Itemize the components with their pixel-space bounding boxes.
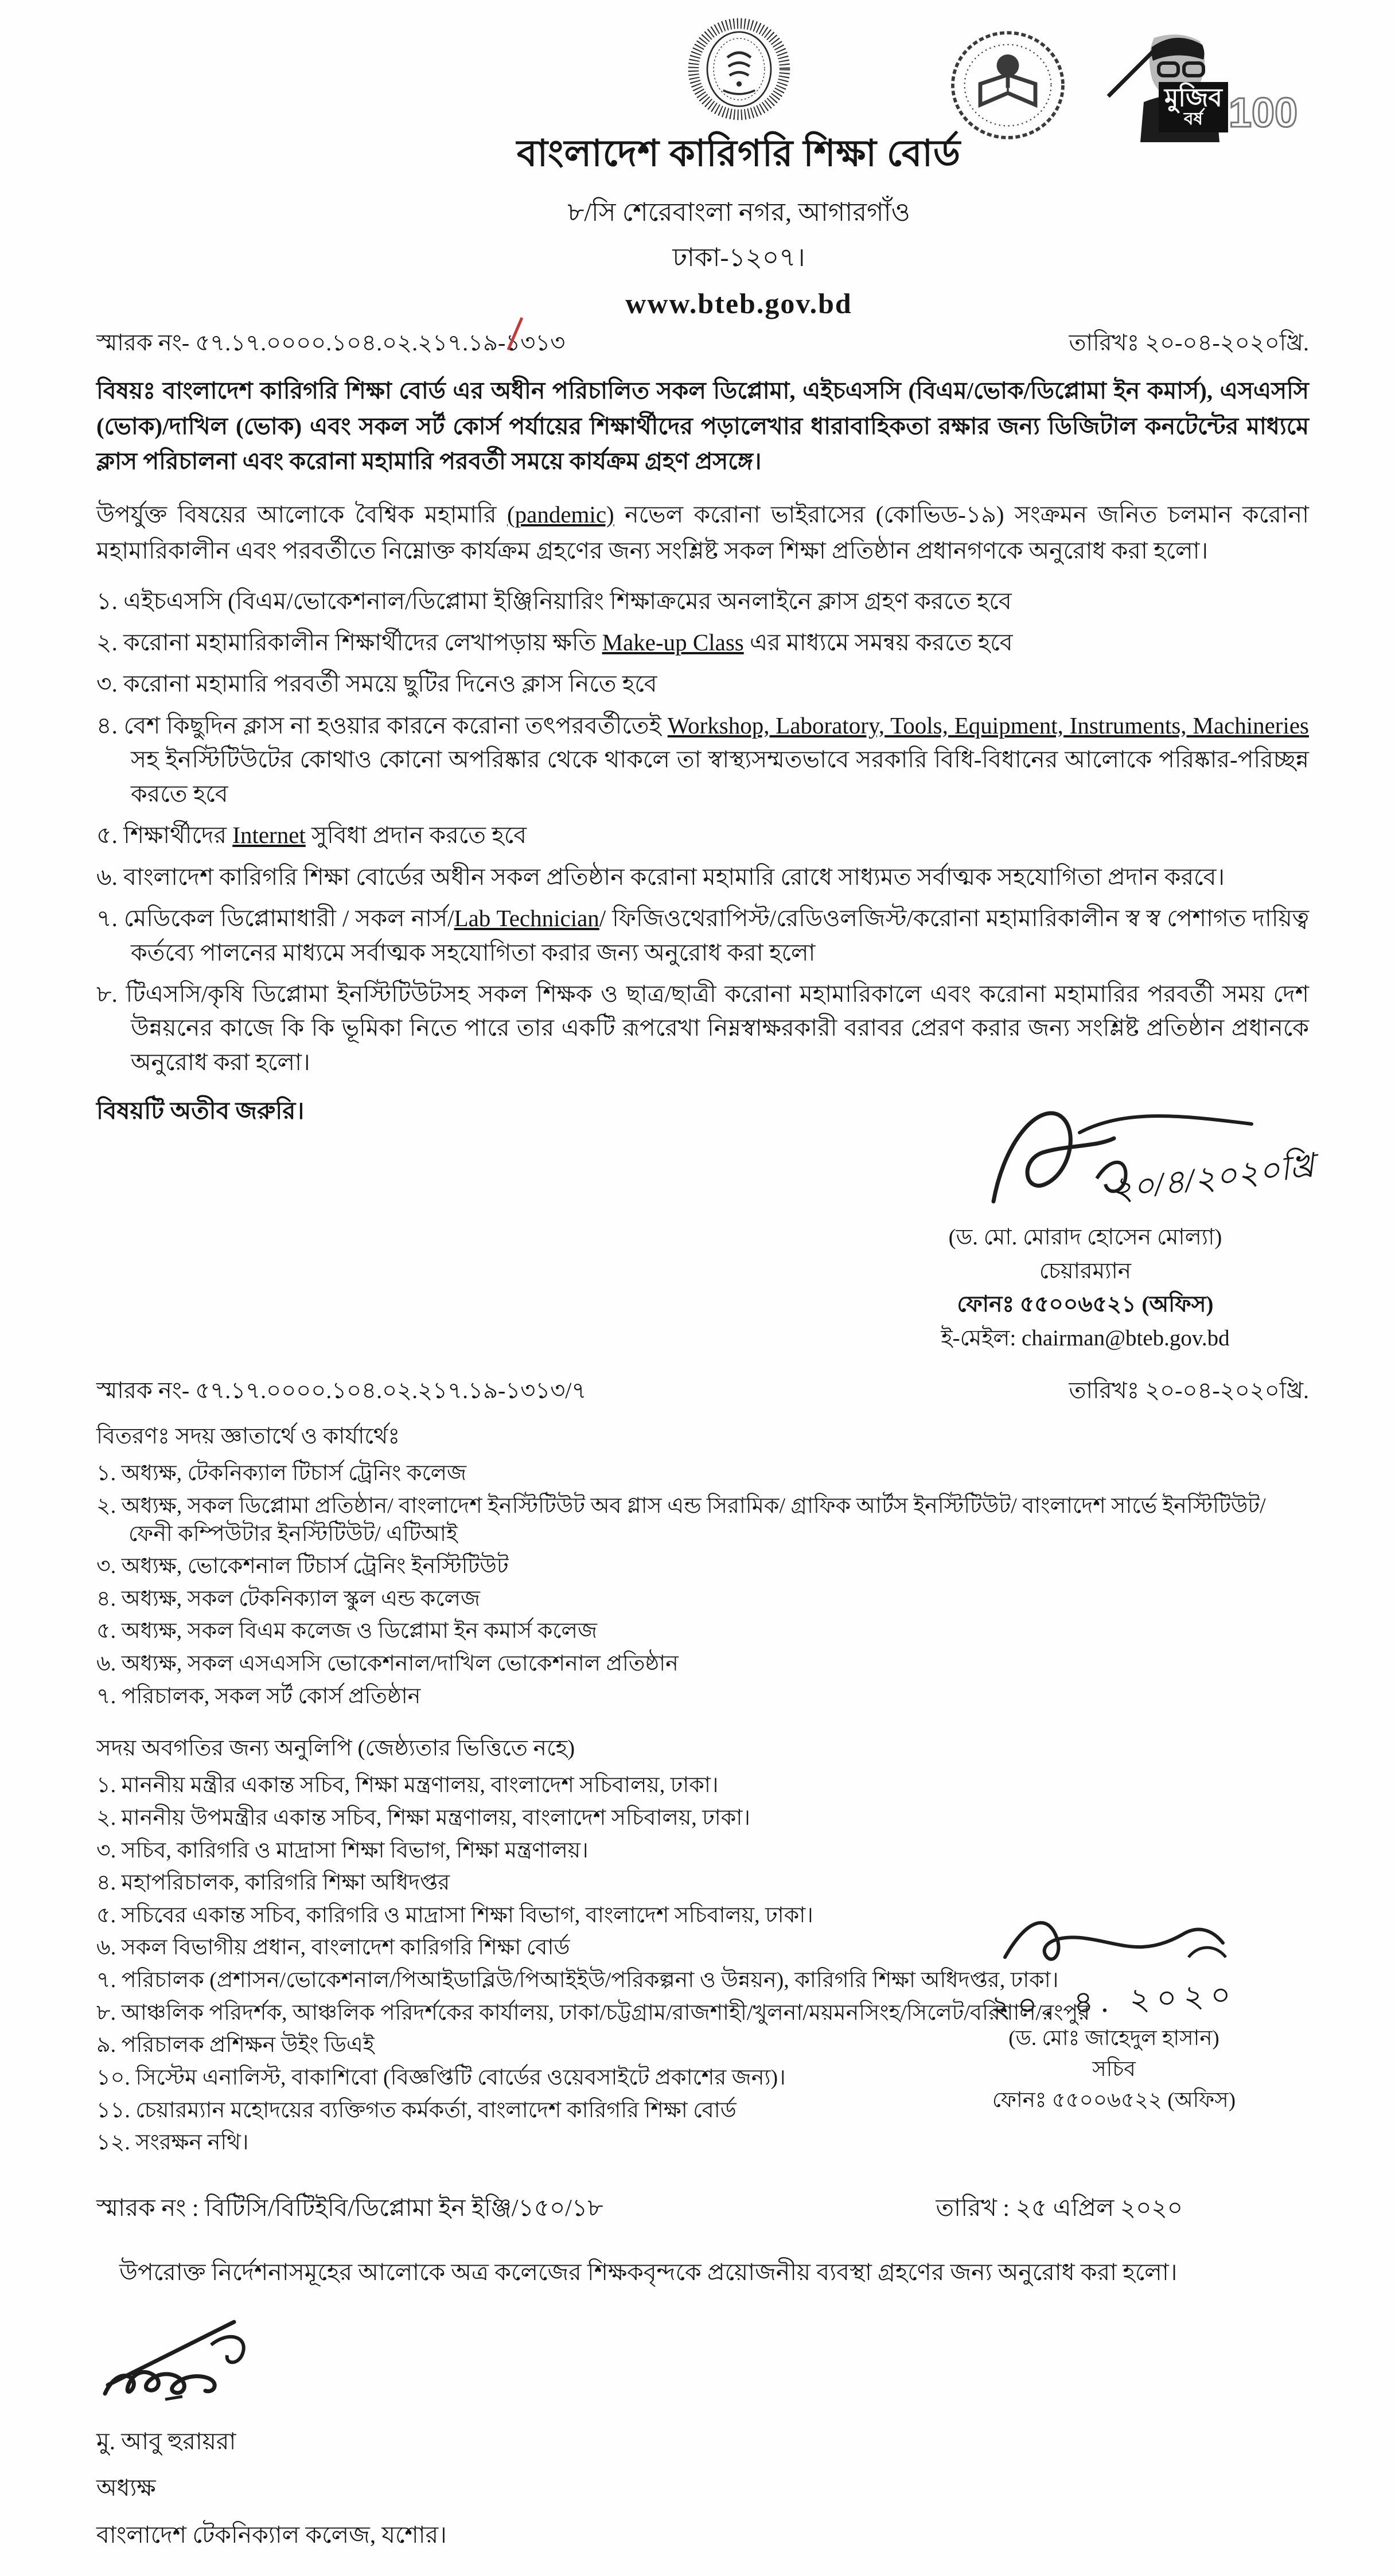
chairman-email: ই-মেইল: chairman@bteb.gov.bd [941,1325,1230,1351]
principal-name: মু. আবু হুরায়রা [96,2427,236,2454]
red-tick-mark [501,315,528,353]
copy-item: ৭. পরিচালক (প্রশাসন/ভোকেশনাল/পিআইডাব্লিউ/পিআইইউ/পরিকল্পনা ও উন্নয়ন), কারিগরি শিক্ষা অধিদপ্তর, ঢাকা। [96,1968,1059,1993]
secretary-handwritten-date: ২০. ৪. ২০২০ [989,1977,1239,2025]
principal-signature-block [96,2310,1309,2553]
header-logos [942,28,1309,157]
copy-item: ৩. সচিব, কারিগরি ও মাদ্রাসা শিক্ষা বিভাগ, শিক্ষা মন্ত্রণালয়। [96,1838,589,1863]
org-address-line2: ঢাকা-১২০৭। [672,243,805,272]
secretary-title: সচিব [1092,2057,1136,2081]
mujib-borsho-logo [1091,28,1298,157]
chairman-handwritten-date: ২০/৪/২০২০খ্রি [1109,1146,1316,1209]
copy-item: ১. মাননীয় মন্ত্রীর একান্ত সচিব, শিক্ষা মন্ত্রণালয়, বাংলাদেশ সচিবালয়, ঢাকা। [96,1773,719,1798]
secretary-signature-block [925,1903,1303,2116]
distribution-item: ৭. পরিচালক, সকল সর্ট কোর্স প্রতিষ্ঠান [96,1684,421,1708]
mujib-tag [1159,82,1228,132]
principal-title: অধ্যক্ষ [96,2474,156,2501]
urgent-note: বিষয়টি অতীব জরুরি। [96,1098,305,1125]
distribution-item: ২. অধ্যক্ষ, সকল ডিপ্লোমা প্রতিষ্ঠান/ বাংলাদেশ ইনস্টিটিউট অব গ্লাস এন্ড সিরামিক/ গ্রাফিক আর্টস ইনস্টিটিউট/ বাংলাদেশ সার্ভে ইনস্টিটিউট/ ফেনী কম্পিউটার ইনস্টিটিউট/ এটিআই [96,1493,1266,1546]
copy-item: ৬. সকল বিভাগীয় প্রধান, বাংলাদেশ কারিগরি শিক্ষা বোর্ড [96,1935,570,1960]
directive-item: ৫. শিক্ষার্থীদের Internet সুবিধা প্রদান করতে হবে [96,822,527,849]
secretary-signature [993,1903,1234,1977]
memo3-date: তারিখ : ২৫ এপ্রিল ২০২০ [936,2195,1183,2222]
distribution-list [96,1459,1309,1710]
principal-org: বাংলাদেশ টেকনিক্যাল কলেজ, যশোর। [96,2521,447,2548]
chairman-title: চেয়ারম্যান [1039,1258,1132,1283]
copy-item: ১০. সিস্টেম এনালিস্ট, বাকাশিবো (বিজ্ঞপ্তিটি বোর্ডের ওয়েবসাইটে প্রকাশের জন্য)। [96,2065,786,2090]
directive-item: ৩. করোনা মহামারি পরবর্তী সময়ে ছুটির দিনেও ক্লাস নিতে হবে [96,670,657,697]
memo2-row [96,1372,1309,1411]
copies-heading: সদয় অবগতির জন্য অনুলিপি (জেষ্ঠ্যতার ভিত্তিতে নহে) [96,1736,575,1761]
memo1-number-wrap [96,325,565,363]
directive-item: ২. করোনা মহামারিকালীন শিক্ষার্থীদের লেখাপড়ায় ক্ষতি Make-up Class এর মাধ্যমে সমন্বয় করতে হবে [96,629,1013,656]
memo2-number: স্মারক নং- ৫৭.১৭.০০০০.১০৪.০২.২১৭.১৯-১৩১৩/৭ [96,1377,587,1404]
distribution-item: ৩. অধ্যক্ষ, ভোকেশনাল টিচার্স ট্রেনিং ইনস্টিটিউট [96,1554,509,1579]
copy-item: ১১. চেয়ারম্যান মহোদয়ের ব্যক্তিগত কর্মকর্তা, বাংলাদেশ কারিগরি শিক্ষা বোর্ড [96,2098,737,2122]
distribution-item: ১. অধ্যক্ষ, টেকনিক্যাল টিচার্স ট্রেনিং কলেজ [96,1461,467,1486]
org-name: বাংলাদেশ কারিগরি শিক্ষা বোর্ড [516,133,961,174]
copy-item: ৯. পরিচালক প্রশিক্ষন উইং ডিএই [96,2033,375,2058]
memo1-date: তারিখঃ ২০-০৪-২০২০খ্রি. [1069,330,1309,356]
mujib-100-text: 100 [1229,90,1298,136]
distribution-item: ৬. অধ্যক্ষ, সকল এসএসসি ভোকেশনাল/দাখিল ভোকেশনাল প্রতিষ্ঠান [96,1652,679,1676]
mujib-tag-line2: বর্ষ [1183,110,1203,128]
directive-item: ৭. মেডিকেল ডিপ্লোমাধারী / সকল নার্স/Lab Technician/ ফিজিওথেরাপিস্ট/রেডিওলজিস্ট/করোনা মহামারিকালীন স্ব স্ব পেশাগত দায়িত্ব কর্তব্যে পালনের মাধ্যমে সর্বাত্মক সহযোগিতা করার জন্য অনুরোধ করা হলো [96,905,1309,966]
distribution-item: ৪. অধ্যক্ষ, সকল টেকনিক্যাল স্কুল এন্ড কলেজ [96,1586,480,1611]
directives-list [96,584,1309,1080]
org-website: www.bteb.gov.bd [625,287,852,319]
copy-item: ৮. আঞ্চলিক পরিদর্শক, আঞ্চলিক পরিদর্শকের কার্যালয়, ঢাকা/চট্টগ্রাম/রাজশাহী/খুলনা/ময়মনসিংহ/সিলেট/বরিশাল/রংপুর [96,2000,1090,2025]
letterhead [96,16,1309,320]
subject-line: বিষয়ঃ বাংলাদেশ কারিগরি শিক্ষা বোর্ড এর অধীন পরিচালিত সকল ডিপ্লোমা, এইচএসসি (বিএম/ভোক/ডিপ্লোমা ইন কমার্স), এসএসসি (ভোক)/দাখিল (ভোক) এবং সকল সর্ট কোর্স পর্যায়ের শিক্ষার্থীদের পড়ালেখার ধারাবাহিকতা রক্ষার জন্য ডিজিটাল কনটেন্টের মাধ্যমে ক্লাস পরিচালনা এবং করোনা মহামারি পরবর্তী সময়ে কার্যক্রম গ্রহণ প্রসঙ্গে। [96,377,1309,474]
copy-item: ৫. সচিবের একান্ত সচিব, কারিগরি ও মাদ্রাসা শিক্ষা বিভাগ, বাংলাদেশ সচিবালয়, ঢাকা। [96,1903,813,1927]
education-emblem-icon [942,28,1074,142]
directive-item: ৮. টিএসসি/কৃষি ডিপ্লোমা ইনস্টিটিউটসহ সকল শিক্ষক ও ছাত্র/ছাত্রী করোনা মহামারিকালে এবং করোনা মহামারির পরবর্তী সময় দেশ উন্নয়নের কাজে কি কি ভূমিকা নিতে পারে তার একটি রূপরেখা নিম্নস্বাক্ষরকারী বরাবর প্রেরণ করার জন্য সংশ্লিষ্ট প্রতিষ্ঠান প্রধানকে অনুরোধ করা হলো। [96,980,1309,1075]
copy-item: ১২. সংরক্ষন নথি। [96,2130,249,2155]
secretary-phone: ফোনঃ ৫৫০০৬৫২২ (অফিস) [992,2088,1236,2112]
memo3-row [96,2189,1309,2230]
org-address-line1: ৮/সি শেরেবাংলা নগর, আগারগাঁও [567,198,910,227]
memo1-row [96,325,1309,363]
chairman-signature-area [862,1092,1316,1219]
chairman-phone: ফোনঃ ৫৫০০৬৫২১ (অফিস) [957,1292,1214,1317]
chairman-signature-block [862,1092,1316,1355]
letterhead-center [452,16,1026,320]
copies-section [96,1731,1309,2157]
copy-item: ৪. মহাপরিচালক, কারিগরি শিক্ষা অধিদপ্তর [96,1871,450,1895]
memo2-date: তারিখঃ ২০-০৪-২০২০খ্রি. [1069,1377,1309,1404]
memo1-number: স্মারক নং- ৫৭.১৭.০০০০.১০৪.০২.২১৭.১৯-১৩১৩ [96,330,566,356]
principal-signature [96,2310,366,2402]
memo3-number: স্মারক নং : বিটিসি/বিটিইবি/ডিপ্লোমা ইন ইঞ্জি/১৫০/১৮ [96,2195,603,2222]
chairman-name: (ড. মো. মোরাদ হোসেন মোল্যা) [948,1225,1222,1250]
copy-item: ২. মাননীয় উপমন্ত্রীর একান্ত সচিব, শিক্ষা মন্ত্রণালয়, বাংলাদেশ সচিবালয়, ঢাকা। [96,1805,750,1830]
distribution-item: ৫. অধ্যক্ষ, সকল বিএম কলেজ ও ডিপ্লোমা ইন কমার্স কলেজ [96,1619,597,1644]
mujib-tag-line1: মুজিব [1164,84,1222,112]
distribution-heading: বিতরণঃ সদয় জ্ঞাতার্থে ও কার্যার্থেঃ [96,1424,400,1449]
secretary-name: (ড. মোঃ জাহেদুল হাসান) [1008,2027,1219,2051]
directive-item: ১. এইচএসসি (বিএম/ভোকেশনাল/ডিপ্লোমা ইঞ্জিনিয়ারিং শিক্ষাক্রমের অনলাইনে ক্লাস গ্রহণ করতে হবে [96,587,1012,614]
intro-paragraph: উপর্যুক্ত বিষয়ের আলোকে বৈশ্বিক মহামারি (pandemic) নভেল করোনা ভাইরাসের (কোভিড-১৯) সংক্রমন জনিত চলমান করোনা মহামারিকালীন এবং পরবর্তীতে নিম্নোক্ত কার্যক্রম গ্রহণের জন্য সংশ্লিষ্ট সকল শিক্ষা প্রতিষ্ঠান প্রধানগণকে অনুরোধ করা হলো। [96,501,1309,564]
bteb-seal-icon [686,16,792,122]
forwarding-note: উপরোক্ত নির্দেশনাসমূহের আলোকে অত্র কলেজের শিক্ষকবৃন্দকে প্রয়োজনীয় ব্যবস্থা গ্রহণের জন্য অনুরোধ করা হলো। [119,2258,1178,2285]
directive-item: ৪. বেশ কিছুদিন ক্লাস না হওয়ার কারনে করোনা তৎপরবর্তীতেই Workshop, Laboratory, Tools, Equipment, Instruments, Machineries সহ ইনস্টিটিউটের কোথাও কোনো অপরিষ্কার থেকে থাকলে তা স্বাস্থ্যসম্মতভাবে সরকারি বিধি-বিধানের আলোকে পরিষ্কার-পরিচ্ছন্ন করতে হবে [96,712,1309,807]
directive-item: ৬. বাংলাদেশ কারিগরি শিক্ষা বোর্ডের অধীন সকল প্রতিষ্ঠান করোনা মহামারি রোধে সাধ্যমত সর্বাত্মক সহযোগিতা প্রদান করবে। [96,863,1225,890]
